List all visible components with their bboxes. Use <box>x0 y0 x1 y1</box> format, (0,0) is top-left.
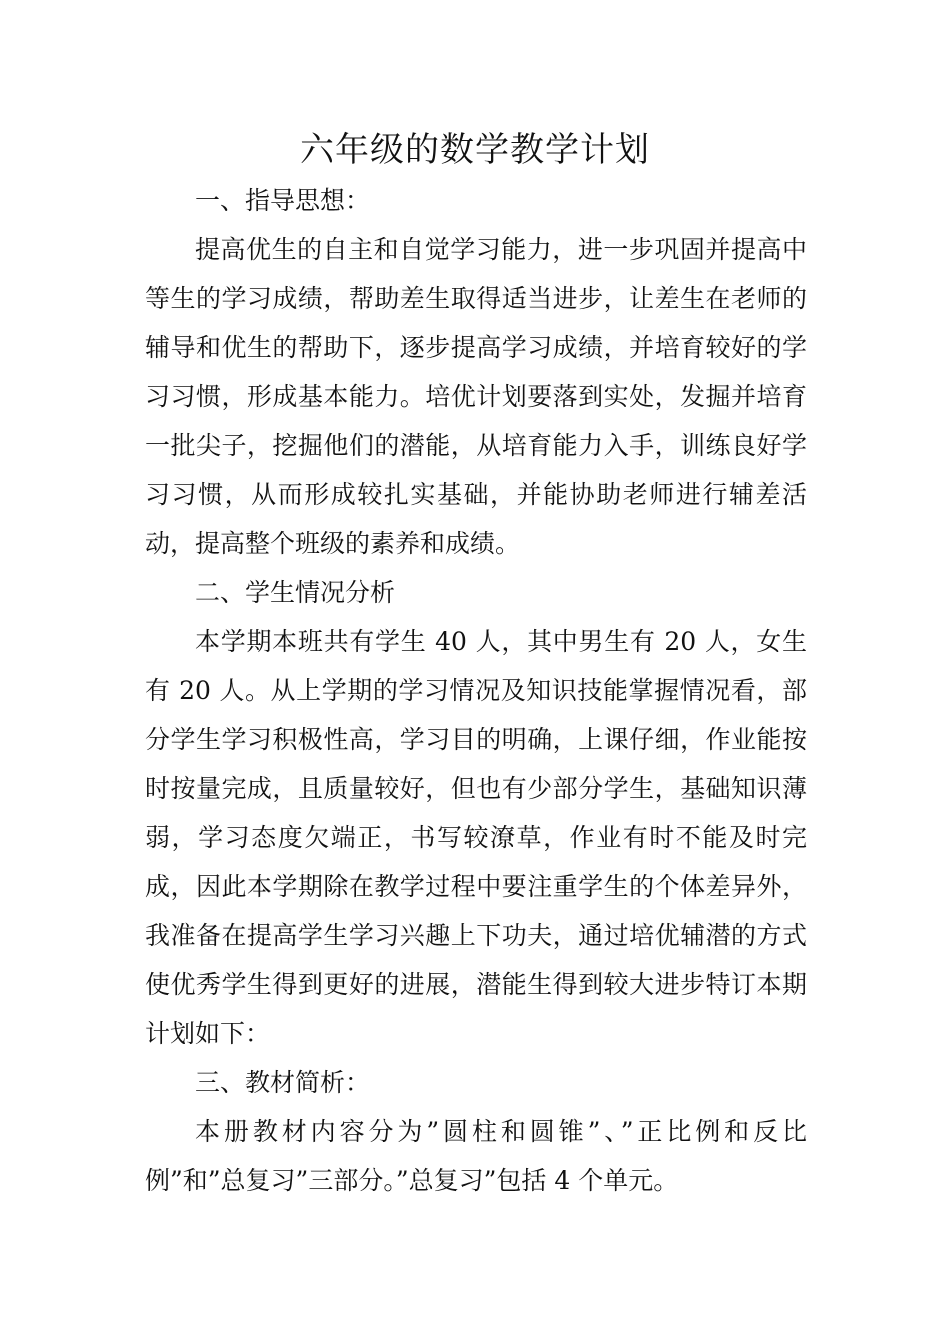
section-heading-textbook-analysis: 三、教材简析： <box>195 1068 371 1097</box>
section-heading-guiding-ideology: 一、指导思想： <box>195 186 371 215</box>
section-heading-student-analysis: 二、学生情况分析 <box>195 578 396 607</box>
document-body <box>145 176 807 1205</box>
section-paragraph-student-analysis: 本学期本班共有学生 40 人，其中男生有 20 人，女生有 20 人。从上学期的学习情况及知识技能掌握情况看，部分学生学习积极性高，学习目的明确，上课仔细，作业能按时按量完成，且质量较好，但也有少部分学生，基础知识薄弱，学习态度欠端正，书写较潦草，作业有时不能及时完成，因此本学期除在教学过程中要注重学生的个体差异外，我准备在提高学生学习兴趣上下功夫，通过培优辅潜的方式使优秀学生得到更好的进展，潜能生得到较大进步特订本期计划如下： <box>145 627 807 1048</box>
document-title: 六年级的数学教学计划 <box>300 130 650 170</box>
section-paragraph-textbook-analysis: 本册教材内容分为”圆柱和圆锥”、”正比例和反比例”和”总复习”三部分。”总复习”包括 4 个单元。 <box>145 1117 807 1195</box>
section-paragraph-guiding-ideology: 提高优生的自主和自觉学习能力，进一步巩固并提高中等生的学习成绩，帮助差生取得适当进步，让差生在老师的辅导和优生的帮助下，逐步提高学习成绩，并培育较好的学习习惯，形成基本能力。培优计划要落到实处，发掘并培育一批尖子，挖掘他们的潜能，从培育能力入手，训练良好学习习惯，从而形成较扎实基础，并能协助老师进行辅差活动，提高整个班级的素养和成绩。 <box>145 235 807 558</box>
